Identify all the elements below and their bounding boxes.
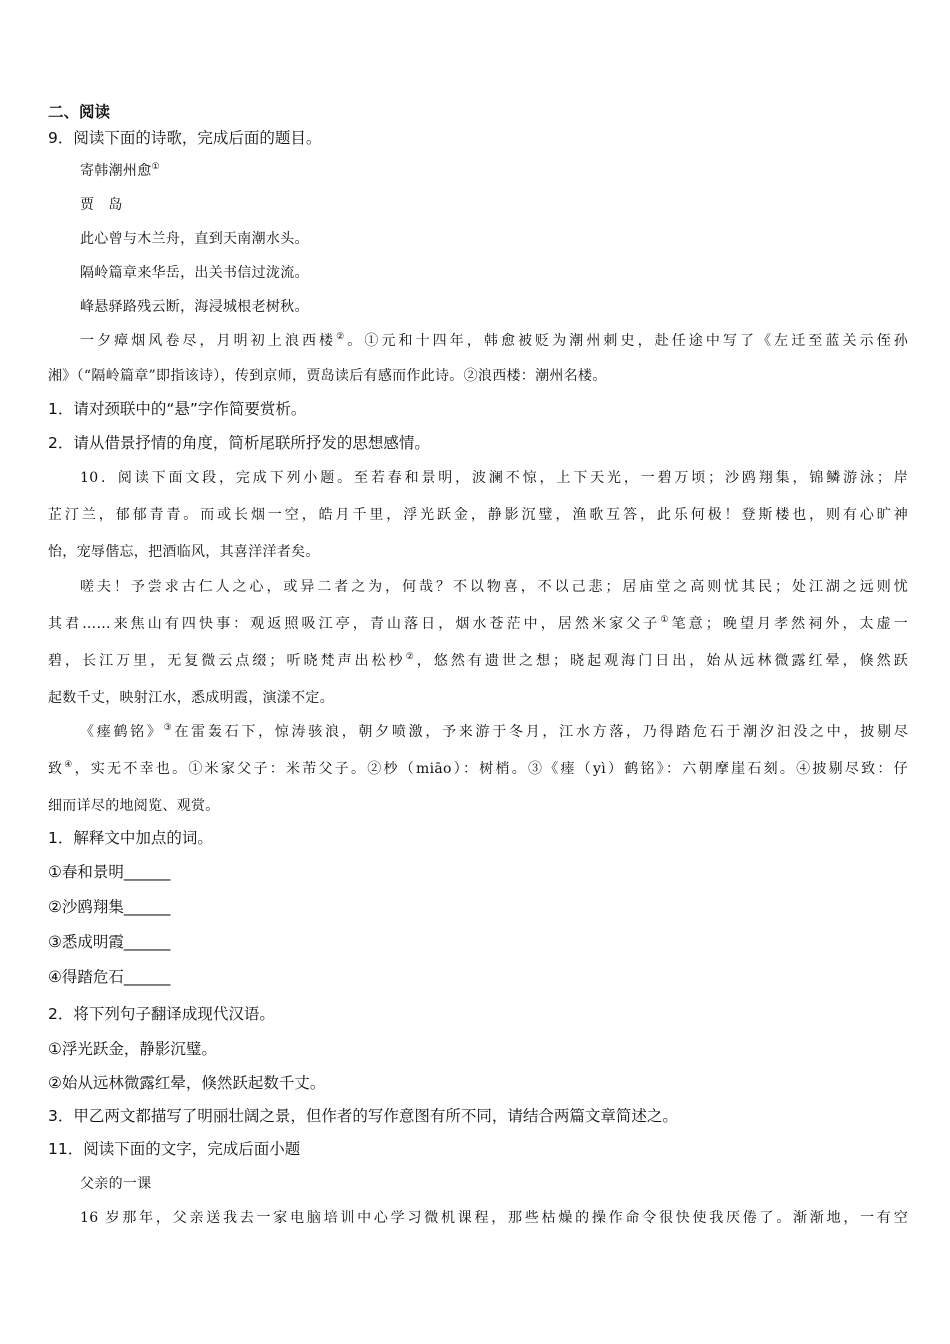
q9-prompt: 9．阅读下面的诗歌，完成后面的题目。	[48, 129, 322, 147]
q10-p3-line1-b: 在雷轰石下，惊涛骇浪，朝夕喷激，予来游于冬月，江水方落，乃得踏危石于潮汐汩没之中，披剔尽	[174, 724, 908, 740]
q10-sub2: 2．将下列句子翻译成现代汉语。	[48, 1005, 275, 1023]
poem-title-text: 寄韩潮州愈	[80, 163, 152, 179]
q10-sub3: 3．甲乙两文都描写了明丽壮阔之景，但作者的写作意图有所不同，请结合两篇文章简述之。	[48, 1107, 678, 1125]
q10-p3-line1-footnote: ③	[163, 723, 175, 733]
poem-title	[80, 161, 908, 181]
poem-title-footnote: ①	[151, 162, 160, 172]
q10-p2-line2-a: 其君……来焦山有四快事：观返照吸江亭，青山落日，烟水苍茫中，居然米家父子	[48, 616, 661, 632]
q10-p1-line3: 怡，宠辱偕忘，把酒临风，其喜洋洋者矣。	[48, 544, 320, 560]
author-char-1: 贾	[80, 197, 95, 213]
q10-p2-line2	[48, 614, 908, 634]
q11-title: 父亲的一课	[80, 1176, 152, 1192]
poem-notes-start: 。①元和十四年，韩愈被贬为潮州刺史，赴任途中写了《左迁至蓝关示侄孙	[347, 333, 909, 349]
q10-translate-2: ②始从远林微露红晕，倏然跃起数千丈。	[48, 1074, 326, 1092]
q10-p3-line3: 细而详尽的地阅览、观赏。	[48, 798, 220, 814]
section-title: 二、阅读	[48, 103, 111, 121]
poem-line-4-footnote: ②	[336, 332, 348, 342]
q10-p3-line2-a: 致	[48, 761, 65, 777]
q10-p3-line1	[80, 722, 908, 742]
q10-word-1: ①春和景明______	[48, 863, 171, 881]
q10-sub1: 1．解释文中加点的词。	[48, 829, 213, 847]
author-char-2: 岛	[108, 197, 123, 213]
q10-p1-line1: 10．阅读下面文段，完成下列小题。至若春和景明，波澜不惊，上下天光，一碧万顷；沙鸥翔集，锦鳞游泳；岸	[80, 470, 908, 486]
poem-line-4	[80, 331, 908, 351]
q10-p1-line2: 芷汀兰，郁郁青青。而或长烟一空，皓月千里，浮光跃金，静影沉璧，渔歌互答，此乐何极！登斯楼也，则有心旷神	[48, 507, 908, 523]
q11-prompt: 11．阅读下面的文字，完成后面小题	[48, 1140, 301, 1158]
q10-p2-line2-footnote: ①	[660, 615, 672, 625]
q10-p3-line1-a: 《瘗鹤铭》	[80, 724, 164, 740]
poem-line-4-text: 一夕瘴烟风卷尽，月明初上浪西楼	[80, 333, 337, 349]
q9-sub1: 1．请对颈联中的“悬”字作简要赏析。	[48, 400, 307, 418]
q10-p2-line3-a: 碧，长江万里，无复微云点缀；听晓梵声出松杪	[48, 653, 406, 669]
q10-translate-1: ①浮光跃金，静影沉璧。	[48, 1040, 217, 1058]
q10-p3-line2-b: ，实无不幸也。①米家父子：米芾父子。②杪（miāo）：树梢。③《瘗（yì）鹤铭》：六朝摩崖石刻。④披剔尽致：仔	[74, 761, 908, 777]
q10-p3-line2-footnote: ④	[64, 760, 75, 770]
q10-p2-line2-b: 笔意；晚望月孝然祠外，太虚一	[671, 616, 909, 632]
q10-p3-line2	[48, 759, 908, 779]
poem-notes-cont: 湘》（“隔岭篇章”即指该诗），传到京师，贾岛读后有感而作此诗。②浪西楼：潮州名楼。	[48, 368, 607, 384]
poem-line-1: 此心曾与木兰舟，直到天南潮水头。	[80, 231, 309, 247]
q10-p2-line3-b: ，悠然有遗世之想；晓起观海门日出，始从远林微露红晕，倏然跃	[416, 653, 908, 669]
poem-line-3: 峰悬驿路残云断，海浸城根老树秋。	[80, 299, 309, 315]
q10-word-3: ③悉成明霞______	[48, 933, 171, 951]
q10-p2-line1: 嗟夫！予尝求古仁人之心，或异二者之为，何哉？不以物喜，不以己悲；居庙堂之高则忧其民；处江湖之远则忧	[80, 579, 908, 595]
q10-p2-line4: 起数千丈，映射江水，悉成明霞，演漾不定。	[48, 690, 334, 706]
q10-p2-line3-footnote: ②	[405, 652, 417, 662]
q10-word-4: ④得踏危石______	[48, 968, 171, 986]
poem-line-2: 隔岭篇章来华岳，出关书信过泷流。	[80, 265, 309, 281]
q10-p2-line3	[48, 651, 908, 671]
q10-word-2: ②沙鸥翔集______	[48, 898, 171, 916]
q11-p1: 16 岁那年，父亲送我去一家电脑培训中心学习微机课程，那些枯燥的操作命令很快使我厌倦了。渐渐地，一有空	[80, 1210, 908, 1226]
q9-sub2: 2．请从借景抒情的角度，简析尾联所抒发的思想感情。	[48, 434, 430, 452]
poem-author	[80, 195, 908, 215]
